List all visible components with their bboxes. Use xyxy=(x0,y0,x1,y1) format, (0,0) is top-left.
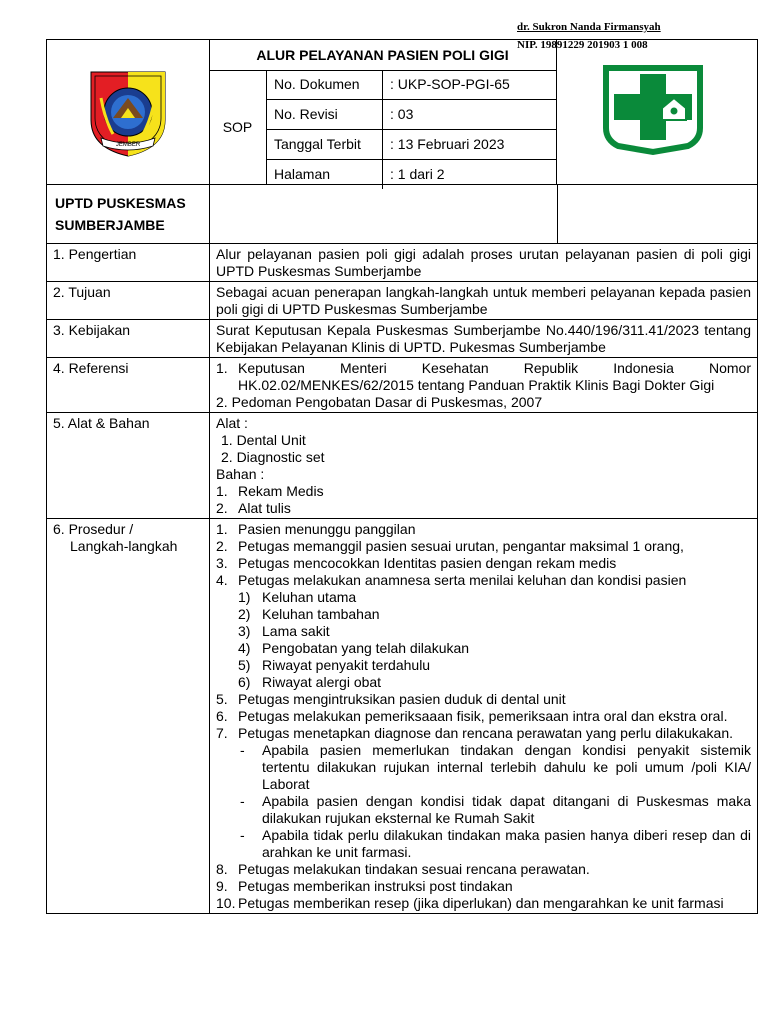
list-item: 2. Petugas memanggil pasien sesuai urutan, pengantar maksimal 1 orang, xyxy=(216,538,684,554)
svg-text:JEMBER: JEMBER xyxy=(115,142,141,148)
section-text: Alat : 1. Dental Unit 2. Diagnostic set Bahan : 1. Rekam Medis 2. Alat tulis xyxy=(210,413,758,519)
right-logo-cell xyxy=(556,40,757,184)
sub-list-item: 2) Keluhan tambahan xyxy=(238,606,380,622)
section-label: 6. Prosedur / Langkah-langkah xyxy=(47,519,210,914)
meta-value: : UKP-SOP-PGI-65 xyxy=(390,76,510,92)
section-text: Sebagai acuan penerapan langkah-langkah untuk memberi pelayanan kepada pasien poli gigi di UPTD Puskesmas Sumberjambe xyxy=(210,282,758,320)
signatory-name: dr. Sukron Nanda Firmansyah xyxy=(517,21,661,33)
table-row xyxy=(47,413,758,519)
table-row xyxy=(47,358,758,413)
list-item: 8. Petugas melakukan tindakan sesuai rencana perawatan. xyxy=(216,861,590,877)
signatory-nip: NIP. 19891229 201903 1 008 xyxy=(517,39,648,51)
jember-regency-crest-icon xyxy=(83,68,173,158)
table-row xyxy=(47,320,758,358)
signature-middle xyxy=(209,184,558,243)
list-item: 2. Pedoman Pengobatan Dasar di Puskesmas, 2007 xyxy=(216,394,543,410)
dash-list-item: - Apabila tidak perlu dilakukan tindakan maka pasien hanya diberi resep dan di arahkan ke unit farmasi. xyxy=(240,827,751,860)
meta-key: No. Revisi xyxy=(274,106,338,122)
sub-list-item: 3) Lama sakit xyxy=(238,623,330,639)
list-item: 2. Alat tulis xyxy=(216,500,291,516)
sop-content-table xyxy=(46,243,758,914)
list-item: 6. Petugas melakukan pemeriksaaan fisik, pemeriksaan intra oral dan ekstra oral. xyxy=(216,708,728,724)
meta-row-tanggal xyxy=(266,130,556,160)
dash-list-item: - Apabila pasien dengan kondisi tidak dapat ditangani di Puskesmas maka dilakukan rujukan eksternal ke Rumah Sakit xyxy=(240,793,751,826)
table-row xyxy=(47,282,758,320)
section-text: Alur pelayanan pasien poli gigi adalah proses urutan pelayanan pasien di poli gigi UPTD Puskesmas Sumberjambe xyxy=(210,244,758,282)
document-meta xyxy=(266,70,556,189)
list-item: 1. Pasien menunggu panggilan xyxy=(216,521,416,537)
list-item: 1. Keputusan Menteri Kesehatan Republik Indonesia Nomor HK.02.02/MENKES/62/2015 tentang Panduan Praktik Klinis Bagi Dokter Gigi xyxy=(216,360,751,393)
meta-key: Tanggal Terbit xyxy=(274,136,361,152)
document-title: ALUR PELAYANAN PASIEN POLI GIGI xyxy=(209,40,556,71)
list-item: 3. Petugas mencocokkan Identitas pasien dengan rekam medis xyxy=(216,555,617,571)
section-label: 4. Referensi xyxy=(47,358,210,413)
sop-header xyxy=(46,39,758,185)
section-text xyxy=(210,358,758,413)
section-text xyxy=(210,519,758,914)
header-middle xyxy=(209,40,557,184)
table-row xyxy=(47,519,758,914)
sub-list-item: 1) Keluhan utama xyxy=(238,589,357,605)
meta-key: Halaman xyxy=(274,166,331,182)
sub-list-item: 5) Riwayat penyakit terdahulu xyxy=(238,657,431,673)
section-text: Surat Keputusan Kepala Puskesmas Sumberjambe No.440/196/311.41/2023 tentang Kebijakan Pelayanan Klinis di UPTD. Pukesmas Sumberjambe xyxy=(210,320,758,358)
dash-list-item: - Apabila pasien memerlukan tindakan dengan kondisi penyakit sistemik tertentu dilakukan rujukan internal terlebih dahulu ke poli umum /poli KIA/ Laborat xyxy=(240,742,751,792)
meta-key: No. Dokumen xyxy=(274,76,360,92)
meta-row-dokumen xyxy=(266,70,556,100)
list-item: 2. Diagnostic set xyxy=(221,449,325,465)
list-item: 5. Petugas mengintruksikan pasien duduk di dental unit xyxy=(216,691,566,707)
signature-row xyxy=(46,184,758,244)
section-label: 3. Kebijakan xyxy=(47,320,210,358)
section-label: 2. Tujuan xyxy=(47,282,210,320)
signatory xyxy=(517,18,661,54)
sub-list-item: 6) Riwayat alergi obat xyxy=(238,674,382,690)
sop-label: SOP xyxy=(209,70,267,184)
section-label: 5. Alat & Bahan xyxy=(47,413,210,519)
list-item: 9. Petugas memberikan instruksi post tindakan xyxy=(216,878,513,894)
puskesmas-green-cross-icon xyxy=(600,62,706,156)
meta-value: : 1 dari 2 xyxy=(390,166,445,182)
table-row xyxy=(47,244,758,282)
list-item: 7. Petugas menetapkan diagnose dan rencana perawatan yang perlu dilakukakan. xyxy=(216,725,734,741)
sub-list-item: 4) Pengobatan yang telah dilakukan xyxy=(238,640,470,656)
meta-row-revisi xyxy=(266,100,556,130)
list-item: 10. Petugas memberikan resep (jika diperlukan) dan mengarahkan ke unit farmasi xyxy=(216,895,724,911)
list-item: 1. Rekam Medis xyxy=(216,483,324,499)
meta-value: : 03 xyxy=(390,106,414,122)
left-logo-cell xyxy=(47,40,210,184)
organization-name: UPTD PUSKESMAS SUMBERJAMBE xyxy=(55,195,186,233)
list-item: 1. Dental Unit xyxy=(221,432,306,448)
list-item: 4. Petugas melakukan anamnesa serta menilai keluhan dan kondisi pasien xyxy=(216,572,687,588)
section-label: 1. Pengertian xyxy=(47,244,210,282)
meta-value: : 13 Februari 2023 xyxy=(390,136,505,152)
